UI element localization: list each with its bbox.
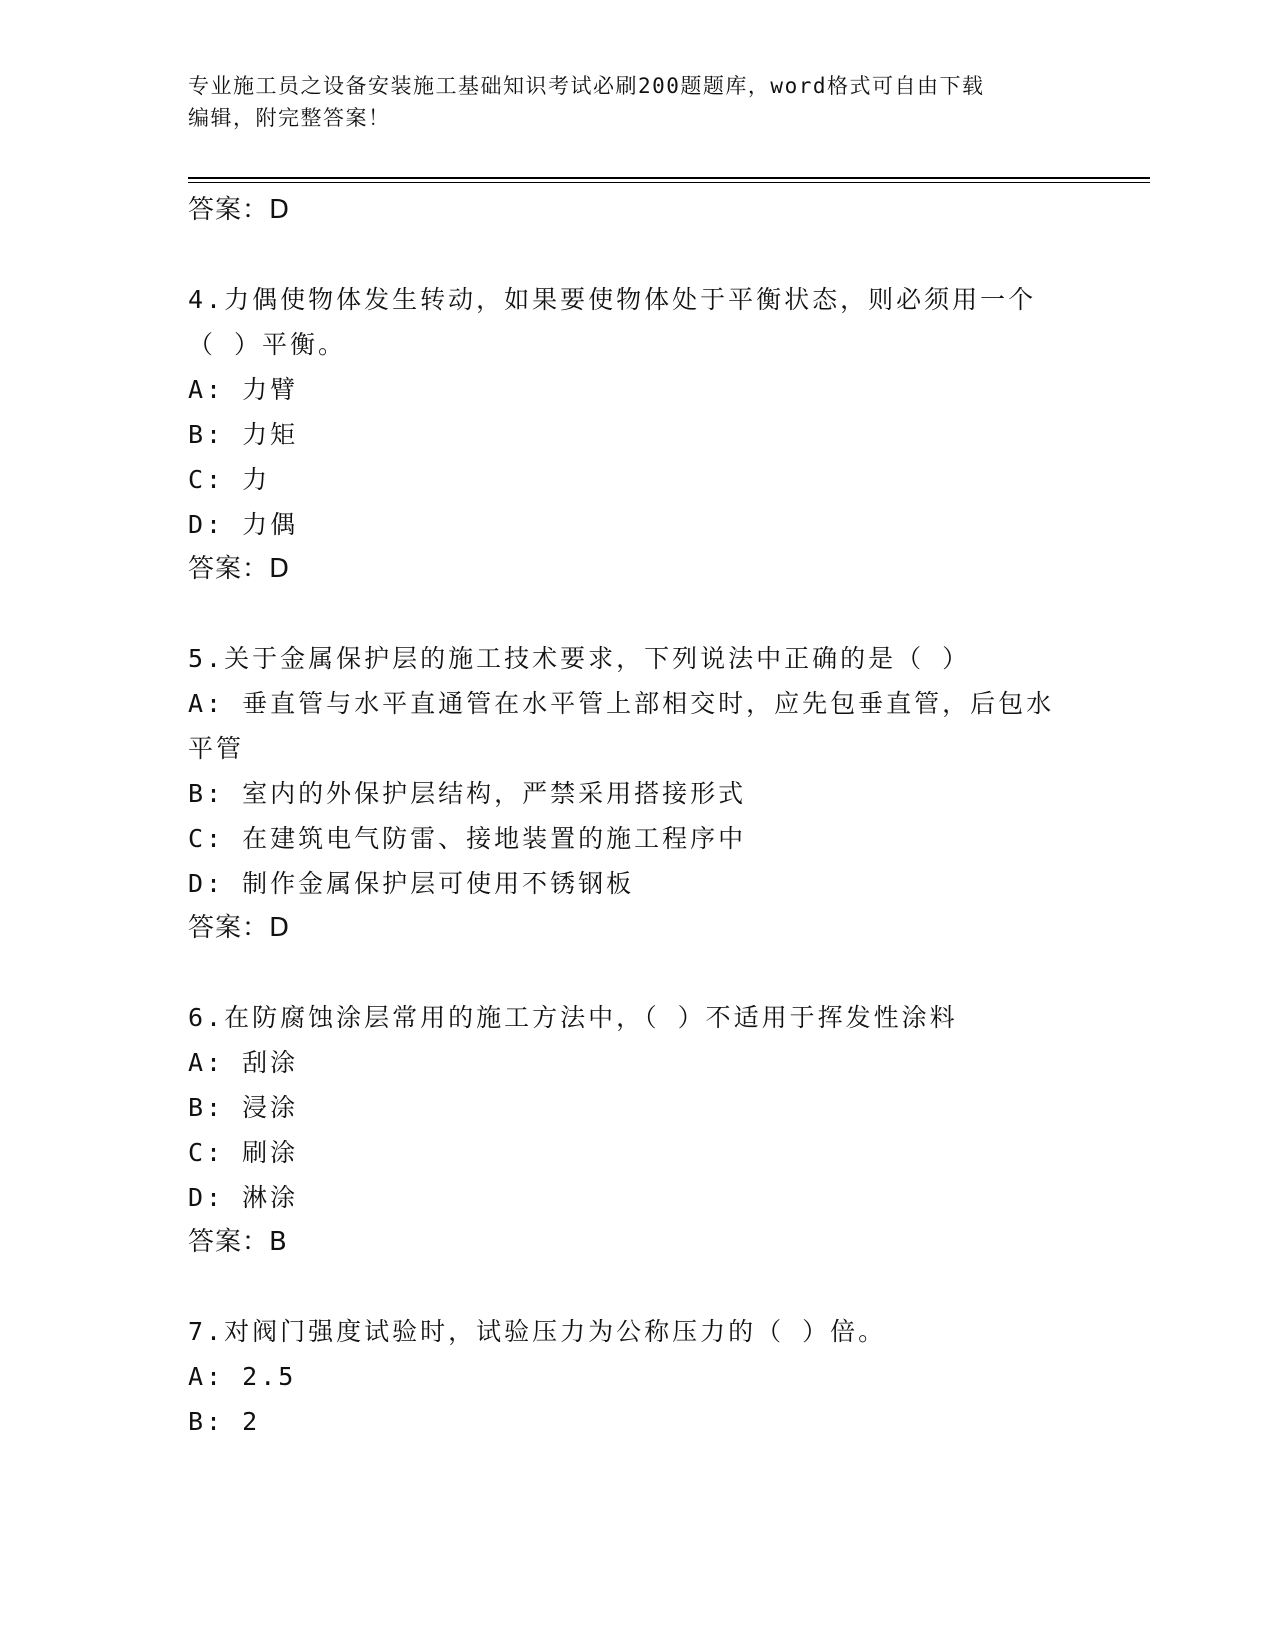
option-a: A: 力臂 xyxy=(188,375,299,404)
spacer xyxy=(188,233,1088,277)
option-d: D: 力偶 xyxy=(188,510,299,539)
question-stem-continuation: （ ）平衡。 xyxy=(188,330,347,359)
document-header xyxy=(188,70,1088,134)
previous-question-answer: 答案：D xyxy=(188,195,291,225)
question-list xyxy=(188,188,1088,1444)
option-c: C: 刷涂 xyxy=(188,1138,299,1167)
option-a: A: 2.5 xyxy=(188,1362,297,1391)
option-a: A: 垂直管与水平直通管在水平管上部相交时，应先包垂直管，后包水 xyxy=(188,689,1055,718)
question-stem: 5.关于金属保护层的施工技术要求，下列说法中正确的是（ ） xyxy=(188,644,971,673)
option-b: B: 室内的外保护层结构，严禁采用搭接形式 xyxy=(188,779,747,808)
question-stem: 6.在防腐蚀涂层常用的施工方法中，（ ）不适用于挥发性涂料 xyxy=(188,1003,958,1032)
option-a: A: 刮涂 xyxy=(188,1048,299,1077)
option-c: C: 在建筑电气防雷、接地装置的施工程序中 xyxy=(188,824,747,853)
question-block-6 xyxy=(188,995,1088,1265)
option-d: D: 淋涂 xyxy=(188,1183,299,1212)
question-block-4 xyxy=(188,277,1088,592)
option-a-continuation: 平管 xyxy=(188,734,245,763)
answer-label: 答案：B xyxy=(188,1227,288,1257)
option-b: B: 力矩 xyxy=(188,420,299,449)
question-stem: 4.力偶使物体发生转动，如果要使物体处于平衡状态，则必须用一个 xyxy=(188,285,1037,314)
header-divider-thin xyxy=(188,182,1150,183)
option-b: B: 2 xyxy=(188,1407,261,1436)
spacer xyxy=(188,951,1088,995)
header-title-line-1: 专业施工员之设备安装施工基础知识考试必刷200题题库，word格式可自由下载 xyxy=(188,74,985,98)
question-stem: 7.对阀门强度试验时，试验压力为公称压力的（ ）倍。 xyxy=(188,1317,887,1346)
header-divider-thick xyxy=(188,177,1150,179)
spacer xyxy=(188,1265,1088,1309)
question-block-7 xyxy=(188,1309,1088,1444)
option-b: B: 浸涂 xyxy=(188,1093,299,1122)
spacer xyxy=(188,592,1088,636)
header-title-line-2: 编辑，附完整答案！ xyxy=(188,106,391,130)
option-c: C: 力 xyxy=(188,465,271,494)
answer-label: 答案：D xyxy=(188,913,291,943)
answer-label: 答案：D xyxy=(188,554,291,584)
option-d: D: 制作金属保护层可使用不锈钢板 xyxy=(188,869,635,898)
question-block-5 xyxy=(188,636,1088,951)
